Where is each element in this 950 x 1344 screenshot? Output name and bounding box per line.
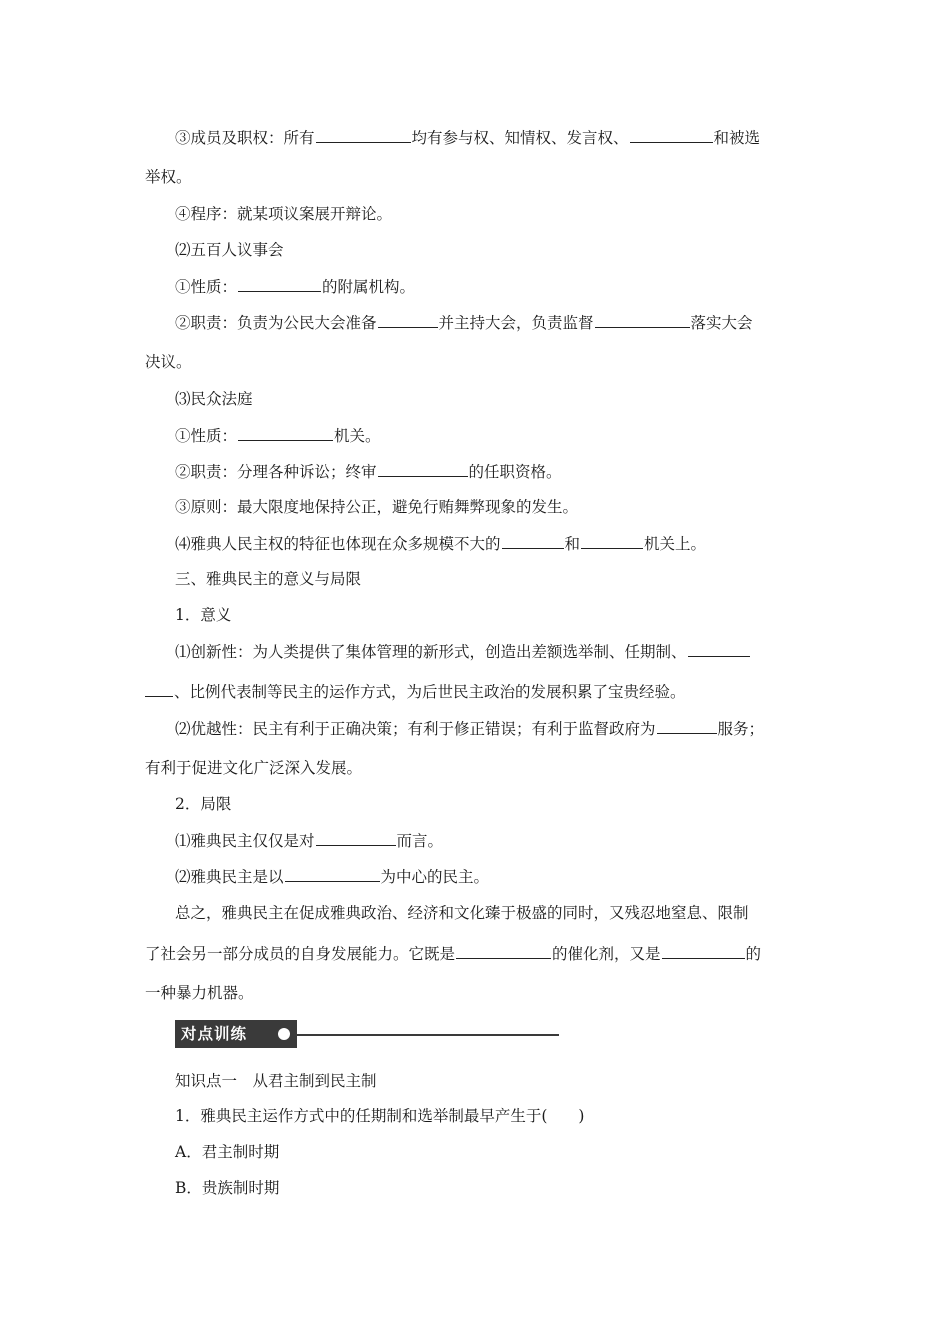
question (175, 1106, 584, 1126)
subsection-heading (175, 605, 231, 625)
text: 一种暴力机器。 (145, 984, 254, 1002)
text: 和 (564, 535, 581, 553)
text: ②职责：负责为公民大会准备 (175, 314, 377, 332)
text-line (175, 312, 753, 332)
divider (297, 1034, 559, 1036)
fill-blank[interactable] (145, 681, 173, 697)
text: ⑶民众法庭 (175, 390, 253, 408)
text: 三、雅典民主的意义与局限 (175, 570, 362, 588)
text: 了社会另一部分成员的自身发展能力。它既是 (145, 945, 456, 963)
text-line (145, 167, 192, 187)
text-line (175, 276, 415, 296)
text-line (175, 127, 760, 147)
fill-blank[interactable] (316, 127, 411, 143)
knowledge-point-heading (175, 1071, 377, 1091)
text: ③原则：最大限度地保持公正，避免行贿舞弊现象的发生。 (175, 498, 579, 516)
text: 2．局限 (175, 795, 232, 813)
fill-blank[interactable] (238, 425, 333, 441)
text: 和被选 (713, 129, 761, 147)
text-line (175, 204, 392, 224)
text: 的附属机构。 (322, 278, 416, 296)
text: ③成员及职权：所有 (175, 129, 315, 147)
text: 1．雅典民主运作方式中的任期制和选举制最早产生于( ) (175, 1107, 585, 1125)
subsection-heading (175, 794, 231, 814)
text: 并主持大会，负责监督 (438, 314, 594, 332)
text: 举权。 (145, 168, 192, 186)
answer-option-a[interactable] (175, 1142, 279, 1162)
fill-blank[interactable] (662, 943, 745, 959)
text-line (175, 425, 381, 445)
section-banner (175, 1020, 560, 1048)
text: ⑵五百人议事会 (175, 241, 284, 259)
text-line (175, 866, 489, 886)
fill-blank[interactable] (595, 312, 690, 328)
text-line (145, 352, 192, 372)
text: 有利于促进文化广泛深入发展。 (145, 759, 363, 777)
section-heading (175, 569, 361, 589)
text-line (145, 681, 686, 701)
text: 总之，雅典民主在促成雅典政治、经济和文化臻于极盛的同时，又残忍地窒息、限制 (175, 904, 749, 922)
text: 机关上。 (644, 535, 707, 553)
fill-blank[interactable] (316, 830, 396, 846)
fill-blank[interactable] (238, 276, 321, 292)
fill-blank[interactable] (630, 127, 713, 143)
text-line (175, 830, 443, 850)
text: 知识点一 从君主制到民主制 (175, 1072, 377, 1090)
text: 1．意义 (175, 606, 232, 624)
text: 机关。 (334, 427, 381, 445)
fill-blank[interactable] (378, 461, 468, 477)
text: 的任职资格。 (468, 463, 562, 481)
fill-blank[interactable] (581, 533, 643, 549)
text-line (175, 461, 562, 481)
answer-option-b[interactable] (175, 1178, 279, 1198)
text-line (145, 983, 254, 1003)
text-line (145, 943, 761, 963)
text: ⑴创新性：为人类提供了集体管理的新形式，创造出差额选举制、任期制、 (175, 643, 687, 661)
text-line (175, 497, 578, 517)
fill-blank[interactable] (688, 641, 750, 657)
text: 而言。 (396, 832, 444, 850)
text: ④程序：就某项议案展开辩论。 (175, 205, 393, 223)
text: ②职责：分理各种诉讼；终审 (175, 463, 377, 481)
text: 服务； (717, 720, 765, 738)
section-banner-label: 对点训练 (175, 1020, 297, 1048)
text-line (175, 903, 749, 923)
text-line (175, 533, 706, 553)
text-line (145, 758, 362, 778)
text-line (175, 641, 751, 661)
text: ①性质： (175, 278, 238, 296)
text: 的 (745, 945, 762, 963)
text: B．贵族制时期 (175, 1179, 280, 1197)
text-line (175, 240, 284, 260)
text: 均有参与权、知情权、发言权、 (411, 129, 629, 147)
text: 、比例代表制等民主的运作方式，为后世民主政治的发展积累了宝贵经验。 (174, 683, 686, 701)
text: ⑷雅典人民主权的特征也体现在众多规模不大的 (175, 535, 501, 553)
fill-blank[interactable] (378, 312, 438, 328)
fill-blank[interactable] (502, 533, 564, 549)
text-line (175, 389, 253, 409)
text: ⑵优越性：民主有利于正确决策；有利于修正错误；有利于监督政府为 (175, 720, 656, 738)
text: 落实大会 (690, 314, 753, 332)
text: A．君主制时期 (175, 1143, 280, 1161)
text: 为中心的民主。 (380, 868, 490, 886)
text: ①性质： (175, 427, 238, 445)
text: 的催化剂，又是 (552, 945, 661, 963)
bullet-dot-icon (278, 1028, 290, 1040)
fill-blank[interactable] (456, 943, 551, 959)
fill-blank[interactable] (657, 718, 717, 734)
fill-blank[interactable] (285, 866, 380, 882)
text: ⑴雅典民主仅仅是对 (175, 832, 315, 850)
text: ⑵雅典民主是以 (175, 868, 284, 886)
text-line (175, 718, 764, 738)
text: 决议。 (145, 353, 192, 371)
